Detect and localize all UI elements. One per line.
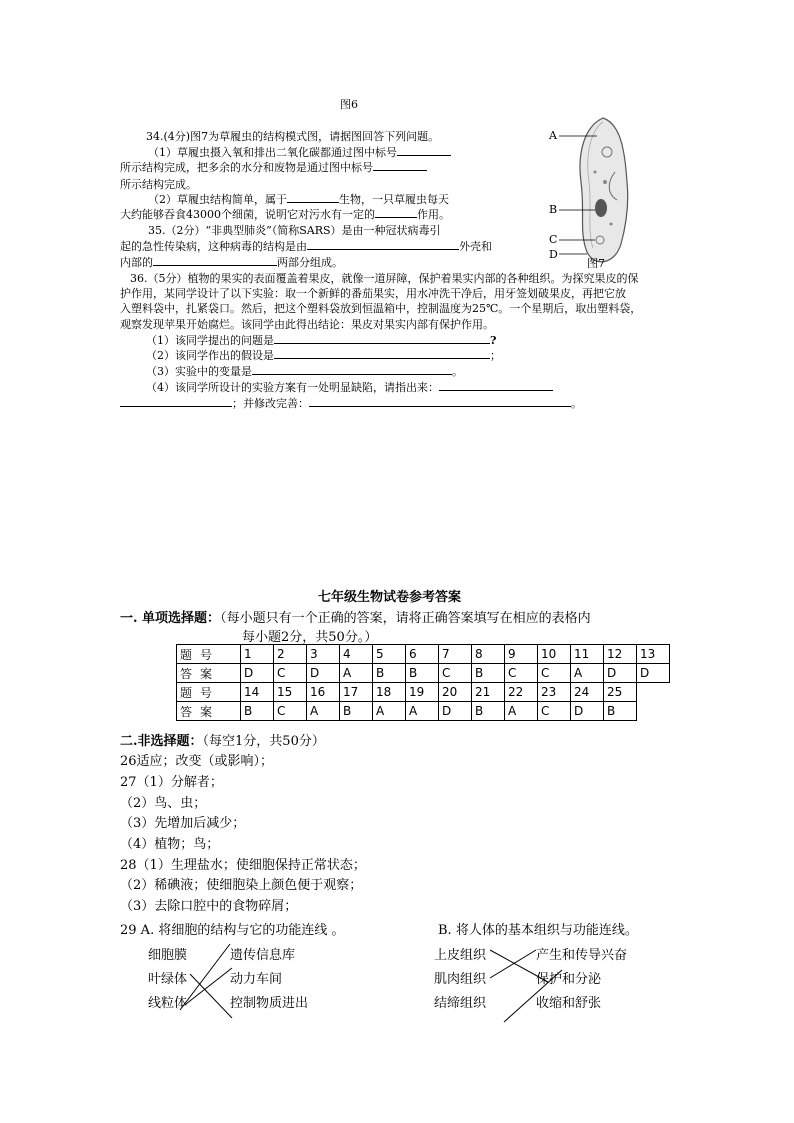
q-num-13: 13 [637,645,670,664]
answer-8: B [472,664,505,683]
tissue-function-3: 收缩和舒张 [536,996,602,1011]
row-label-answer: 答案 [177,664,241,683]
answer-24: D [571,702,604,721]
cell-structure-3: 线粒体 [148,996,188,1011]
answer-28-3: （3）去除口腔中的食物碎屑； [120,899,298,914]
q34-line3: 所示结构完成，把多余的水分和废物是通过图中标号 [120,159,427,175]
figure-6-caption: 图6 [340,98,358,111]
q-num-23: 23 [538,683,571,702]
q-num-17: 17 [340,683,373,702]
label-a: A [549,129,557,142]
answer-4: A [340,664,373,683]
q34-line6: 大约能够吞食43000个细菌，说明它对污水有一定的 作用。 [120,208,450,221]
q-num-16: 16 [307,683,340,702]
answer-16: A [307,702,340,721]
q-num-10: 10 [538,645,571,664]
answer-7: C [439,664,472,683]
q-num-3: 3 [307,645,340,664]
answer-27-4: （4）植物；鸟； [120,837,220,852]
answer-11: A [571,664,604,683]
q-num-24: 24 [571,683,604,702]
tissue-1: 上皮组织 [434,948,487,963]
answer-25: B [604,702,637,721]
cell-function-3: 控制物质进出 [230,996,309,1011]
answer-14: B [241,702,274,721]
row-label-question: 题号 [177,645,241,664]
q-num-22: 22 [505,683,538,702]
q-num-19: 19 [406,683,439,702]
answer-18: A [373,702,406,721]
q-num-12: 12 [604,645,637,664]
q34-line2: （1）草履虫摄入氧和排出二氧化碳都通过图中标号 [148,144,451,160]
label-c: C [549,233,558,246]
cell-structure-2: 叶绿体 [148,972,188,987]
q-num-6: 6 [406,645,439,664]
label-d: D [549,248,558,261]
tissue-function-2: 保护和分泌 [536,972,602,987]
answer-21: B [472,702,505,721]
answer-26: 26适应；改变（或影响）； [120,754,274,769]
q-num-2: 2 [274,645,307,664]
q-num-15: 15 [274,683,307,702]
row-label-question-2: 题号 [177,683,241,702]
answer-28-2: （2）稀碘液；使细胞染上颜色便于观察； [120,878,363,893]
tissue-3: 结缔组织 [434,996,487,1011]
section2-heading: 二.非选择题：（每空1分，共50分） [120,734,325,749]
answer-key-title: 七年级生物试卷参考答案 [318,590,462,605]
answer-19: A [406,702,439,721]
tissue-function-1: 产生和传导兴奋 [536,948,628,963]
answer-3: D [307,664,340,683]
q36-line4: 观察发现苹果开始腐烂。该同学由此得出结论：果皮对果实内部有保护作用。 [120,318,494,331]
q34-line4: 所示结构完成。 [120,178,197,191]
q36-line1: 36.（5分）植物的果实的表面覆盖着果皮，就像一道屏障，保护着果实内部的各种组织。为探究果皮的保 [130,272,639,285]
q35-line2: 起的急性传染病，这种病毒的结构是由 外壳和 [120,240,492,253]
answer-1: D [241,664,274,683]
q-num-4: 4 [340,645,373,664]
answer-2: C [274,664,307,683]
q36-sub3: （3）实验中的变量是 。 [146,365,463,378]
answer-27-1: 27（1）分解者； [120,775,223,790]
q-num-25: 25 [604,683,637,702]
q-num-14: 14 [241,683,274,702]
answer-28-1: 28（1）生理盐水；使细胞保持正常状态； [120,858,366,873]
answer-23: C [538,702,571,721]
tissue-2: 肌肉组织 [434,972,487,987]
cell-function-1: 遗传信息库 [230,948,296,963]
q34-line1: 34.(4分)图7为草履虫的结构模式图，请据图回答下列问题。 [146,130,440,143]
answer-29b-heading: B. 将人体的基本组织与功能连线。 [438,923,638,938]
q36-sub4: （4）该同学所设计的实验方案有一处明显缺陷，请指出来： [146,379,553,395]
q35-line3: 内部的 两部分组成。 [120,256,343,269]
q-num-7: 7 [439,645,472,664]
line-29a-1 [180,944,230,1010]
answer-15: C [274,702,307,721]
q36-line3: 入塑料袋中，扎紧袋口。然后，把这个塑料袋放到恒温箱中，控制温度为25℃。一个星期后，取出塑料袋， [120,302,642,315]
q-num-8: 8 [472,645,505,664]
q-num-9: 9 [505,645,538,664]
cell-structure-1: 细胞膜 [148,948,188,963]
q36-sub5: ；并修改完善： 。 [120,395,582,411]
answer-10: C [538,664,571,683]
answer-29a-heading: 29 A. 将细胞的结构与它的功能连线 。 [120,923,345,938]
q-num-11: 11 [571,645,604,664]
line-29b-1 [490,950,548,982]
q-num-21: 21 [472,683,505,702]
q-num-5: 5 [373,645,406,664]
answer-9: C [505,664,538,683]
answer-27-2: （2）鸟、虫； [120,796,207,811]
q34-line5: （2）草履虫结构简单，属于 生物，一只草履虫每天 [148,193,449,206]
q36-sub2: （2）该同学作出的假设是 ； [146,349,501,362]
label-b: B [549,203,558,216]
answer-27-3: （3）先增加后减少； [120,816,246,831]
q-num-20: 20 [439,683,472,702]
answer-20: D [439,702,472,721]
answer-17: B [340,702,373,721]
answer-12: D [604,664,637,683]
q-num-1: 1 [241,645,274,664]
q36-line2: 护作用，某同学设计了以下实验：取一个新鲜的番茄果实，用水冲洗干净后，用牙签划破果皮，再把它放 [120,287,626,300]
q35-line1: 35.（2分）“非典型肺炎”（简称SARS）是由一种冠状病毒引 [148,224,441,237]
answer-6: B [406,664,439,683]
answer-22: A [505,702,538,721]
answer-5: B [373,664,406,683]
answer-13: D [637,664,670,683]
line-29a-3 [186,968,232,1004]
line-29b-3 [504,970,562,1022]
section1-desc2: 每小题2分，共50分。） [242,630,378,645]
q36-sub1: （1）该同学提出的问题是 ? [146,334,497,347]
section1-heading: 一. 单项选择题：（每小题只有一个正确的答案，请将正确答案填写在相应的表格内 [120,611,591,626]
q-num-18: 18 [373,683,406,702]
cell-function-2: 动力车间 [230,972,283,987]
row-label-answer-2: 答案 [177,702,241,721]
figure-7-caption: 图7 [587,257,605,270]
